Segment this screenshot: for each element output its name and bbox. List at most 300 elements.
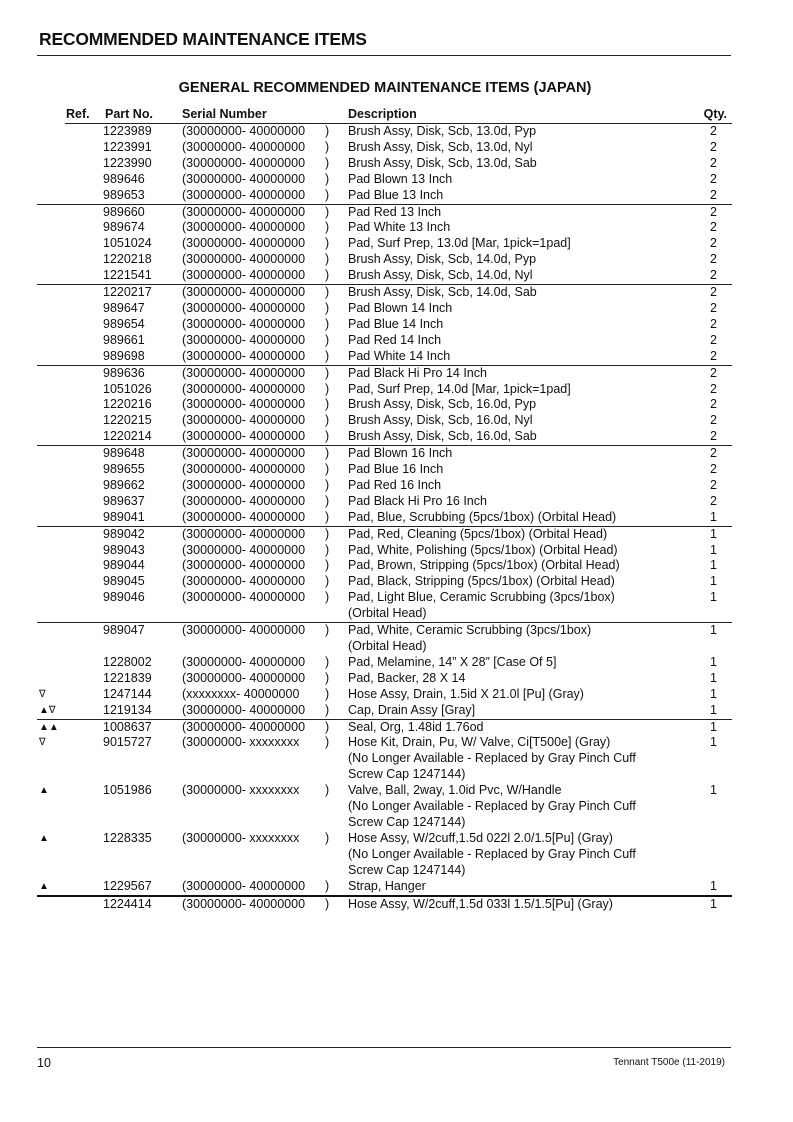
- serial-number: (30000000- 40000000: [182, 446, 306, 461]
- serial-number: (30000000- 40000000: [182, 139, 306, 154]
- description-line: Pad Blown 13 Inch: [348, 171, 453, 186]
- col-header-ref: Ref.: [66, 107, 90, 121]
- serial-close: ): [325, 896, 330, 911]
- description-line: Hose Assy, Drain, 1.5id X 21.0l [Pu] (Gray): [348, 686, 584, 701]
- description: [348, 574, 678, 590]
- serial-number: (xxxxxxxx- 40000000: [182, 686, 300, 701]
- serial-number: (30000000- xxxxxxxx: [182, 830, 300, 845]
- description-line: Pad Black Hi Pro 16 Inch: [348, 493, 487, 508]
- serial-number: (30000000- 40000000: [182, 397, 306, 412]
- description: [348, 172, 678, 188]
- part-number: 1220214: [103, 429, 152, 444]
- description-line: Hose Assy, W/2cuff,1.5d 022l 2.0/1.5[Pu] (Gray): [348, 830, 613, 845]
- part-number: 989698: [103, 348, 145, 363]
- description: [348, 897, 678, 913]
- serial-close: ): [325, 316, 330, 331]
- description: [348, 446, 678, 462]
- part-number: 989646: [103, 171, 145, 186]
- serial-close: ): [325, 719, 330, 734]
- table-row: [37, 333, 732, 349]
- quantity: 2: [710, 348, 717, 363]
- ref-symbol: ▲▲: [39, 721, 59, 733]
- table-row: [37, 558, 732, 574]
- description: [348, 268, 678, 284]
- table-row: [37, 510, 732, 526]
- col-header-serial: Serial Number: [182, 107, 267, 121]
- part-number: 1221541: [103, 268, 152, 283]
- serial-number: (30000000- 40000000: [182, 878, 306, 893]
- quantity: 1: [710, 509, 717, 524]
- description-line: Pad, Backer, 28 X 14: [348, 670, 466, 685]
- serial-number: (30000000- 40000000: [182, 220, 306, 235]
- description-line: (Orbital Head): [348, 606, 427, 621]
- table-row: [37, 462, 732, 478]
- table-row: [37, 317, 732, 333]
- row-group: [37, 623, 732, 719]
- quantity: 2: [710, 397, 717, 412]
- quantity: 2: [710, 332, 717, 347]
- description-line: Pad Blown 16 Inch: [348, 446, 453, 461]
- row-group: [37, 527, 732, 623]
- description: [348, 590, 678, 622]
- description-line: Cap, Drain Assy [Gray]: [348, 702, 476, 717]
- serial-number: (30000000- 40000000: [182, 348, 306, 363]
- table-row: [37, 671, 732, 687]
- serial-close: ): [325, 783, 330, 798]
- serial-close: ): [325, 830, 330, 845]
- description: [348, 205, 678, 221]
- table-row: [37, 446, 732, 462]
- serial-number: (30000000- 40000000: [182, 493, 306, 508]
- description-line: Pad Red 16 Inch: [348, 477, 442, 492]
- quantity: 2: [710, 171, 717, 186]
- quantity: 2: [710, 139, 717, 154]
- col-header-qty: Qty.: [703, 107, 727, 121]
- row-group: [37, 446, 732, 527]
- part-number: 989661: [103, 332, 145, 347]
- description-line: Pad, Light Blue, Ceramic Scrubbing (3pcs/1box): [348, 590, 615, 605]
- serial-number: (30000000- 40000000: [182, 381, 306, 396]
- serial-number: (30000000- 40000000: [182, 719, 306, 734]
- serial-close: ): [325, 670, 330, 685]
- table-row: [37, 527, 732, 543]
- description: [348, 156, 678, 172]
- quantity: 2: [710, 300, 717, 315]
- description-line: Pad, Melamine, 14” X 28” [Case Of 5]: [348, 654, 557, 669]
- description: [348, 655, 678, 671]
- part-number: 989637: [103, 493, 145, 508]
- quantity: 1: [710, 574, 717, 589]
- page-number: 10: [37, 1056, 51, 1070]
- quantity: 1: [710, 623, 717, 638]
- part-number: 1220216: [103, 397, 152, 412]
- table-row: [37, 156, 732, 172]
- table-row: [37, 220, 732, 236]
- serial-number: (30000000- 40000000: [182, 204, 306, 219]
- table-row: [37, 429, 732, 445]
- parts-table: [37, 124, 732, 912]
- row-group: [37, 124, 732, 205]
- serial-close: ): [325, 236, 330, 251]
- row-group: [37, 285, 732, 366]
- serial-number: (30000000- 40000000: [182, 316, 306, 331]
- description-line: (No Longer Available - Replaced by Gray Pinch Cuff: [348, 846, 636, 861]
- table-row: [37, 413, 732, 429]
- table-row: [37, 268, 732, 284]
- serial-number: (30000000- 40000000: [182, 526, 306, 541]
- part-number: 1223990: [103, 155, 152, 170]
- ref-symbol: ▲: [39, 785, 49, 797]
- description: [348, 333, 678, 349]
- part-number: 989662: [103, 477, 145, 492]
- description-line: Pad Blue 13 Inch: [348, 187, 444, 202]
- quantity: 1: [710, 654, 717, 669]
- part-number: 989647: [103, 300, 145, 315]
- table-row: [37, 366, 732, 382]
- description: [348, 429, 678, 445]
- quantity: 2: [710, 381, 717, 396]
- part-number: 1221839: [103, 670, 152, 685]
- serial-close: ): [325, 574, 330, 589]
- col-header-part: Part No.: [105, 107, 153, 121]
- quantity: 1: [710, 783, 717, 798]
- serial-number: (30000000- 40000000: [182, 558, 306, 573]
- serial-close: ): [325, 139, 330, 154]
- table-row: [37, 879, 732, 895]
- serial-close: ): [325, 590, 330, 605]
- serial-close: ): [325, 365, 330, 380]
- part-number: 1224414: [103, 896, 152, 911]
- description: [348, 494, 678, 510]
- description: [348, 366, 678, 382]
- serial-close: ): [325, 413, 330, 428]
- quantity: 2: [710, 268, 717, 283]
- serial-close: ): [325, 735, 330, 750]
- description-line: Pad Blown 14 Inch: [348, 300, 453, 315]
- part-number: 1008637: [103, 719, 152, 734]
- table-row: [37, 783, 732, 831]
- description-line: Brush Assy, Disk, Scb, 16.0d, Nyl: [348, 413, 533, 428]
- serial-number: (30000000- 40000000: [182, 574, 306, 589]
- description: [348, 252, 678, 268]
- serial-number: (30000000- 40000000: [182, 654, 306, 669]
- part-number: 1223991: [103, 139, 152, 154]
- part-number: 989648: [103, 446, 145, 461]
- quantity: 1: [710, 878, 717, 893]
- part-number: 1228335: [103, 830, 152, 845]
- description-line: Pad, Blue, Scrubbing (5pcs/1box) (Orbital Head): [348, 509, 617, 524]
- description: [348, 462, 678, 478]
- description-line: Pad, Black, Stripping (5pcs/1box) (Orbital Head): [348, 574, 615, 589]
- part-number: 1228002: [103, 654, 152, 669]
- description-line: Hose Assy, W/2cuff,1.5d 033l 1.5/1.5[Pu] (Gray): [348, 896, 613, 911]
- part-number: 989660: [103, 204, 145, 219]
- serial-close: ): [325, 171, 330, 186]
- table-row: [37, 382, 732, 398]
- serial-close: ): [325, 542, 330, 557]
- quantity: 1: [710, 558, 717, 573]
- description: [348, 720, 678, 736]
- serial-number: (30000000- 40000000: [182, 429, 306, 444]
- description-line: Pad Black Hi Pro 14 Inch: [348, 365, 487, 380]
- description: [348, 301, 678, 317]
- serial-number: (30000000- 40000000: [182, 413, 306, 428]
- quantity: 1: [710, 719, 717, 734]
- table-row: [37, 236, 732, 252]
- description: [348, 735, 678, 783]
- ref-symbol: ▲∇: [39, 704, 56, 716]
- part-number: 989045: [103, 574, 145, 589]
- serial-close: ): [325, 397, 330, 412]
- description-line: Brush Assy, Disk, Scb, 14.0d, Pyp: [348, 252, 537, 267]
- table-row: [37, 494, 732, 510]
- part-number: 989041: [103, 509, 145, 524]
- description: [348, 317, 678, 333]
- table-row: [37, 590, 732, 622]
- table-row: [37, 687, 732, 703]
- table-row: [37, 397, 732, 413]
- description: [348, 703, 678, 719]
- description-line: Screw Cap 1247144): [348, 767, 466, 782]
- serial-number: (30000000- 40000000: [182, 332, 306, 347]
- quantity: 2: [710, 477, 717, 492]
- footer-divider: [37, 1047, 731, 1048]
- quantity: 1: [710, 686, 717, 701]
- ref-symbol: ▲: [39, 832, 49, 844]
- quantity: 1: [710, 526, 717, 541]
- part-number: 989655: [103, 462, 145, 477]
- table-row: [37, 124, 732, 140]
- quantity: 2: [710, 413, 717, 428]
- part-number: 989674: [103, 220, 145, 235]
- part-number: 1229567: [103, 878, 152, 893]
- description-line: Brush Assy, Disk, Scb, 13.0d, Sab: [348, 155, 537, 170]
- part-number: 1220217: [103, 285, 152, 300]
- description-line: Brush Assy, Disk, Scb, 16.0d, Pyp: [348, 397, 537, 412]
- part-number: 1051024: [103, 236, 152, 251]
- serial-close: ): [325, 558, 330, 573]
- title-divider: [37, 55, 731, 56]
- serial-number: (30000000- 40000000: [182, 155, 306, 170]
- serial-close: ): [325, 526, 330, 541]
- description: [348, 879, 678, 895]
- description: [348, 687, 678, 703]
- description: [348, 527, 678, 543]
- part-number: 989654: [103, 316, 145, 331]
- serial-close: ): [325, 124, 330, 138]
- description: [348, 382, 678, 398]
- part-number: 1220218: [103, 252, 152, 267]
- table-row: [37, 655, 732, 671]
- serial-close: ): [325, 155, 330, 170]
- quantity: 2: [710, 187, 717, 202]
- description: [348, 285, 678, 301]
- table-row: [37, 301, 732, 317]
- document-id: Tennant T500e (11-2019): [613, 1057, 725, 1068]
- serial-number: (30000000- 40000000: [182, 285, 306, 300]
- description: [348, 510, 678, 526]
- serial-close: ): [325, 252, 330, 267]
- serial-close: ): [325, 446, 330, 461]
- quantity: 1: [710, 702, 717, 717]
- description: [348, 413, 678, 429]
- description-line: Brush Assy, Disk, Scb, 14.0d, Nyl: [348, 268, 533, 283]
- serial-number: (30000000- 40000000: [182, 252, 306, 267]
- description: [348, 188, 678, 204]
- ref-symbol: ∇: [39, 688, 46, 700]
- serial-number: (30000000- 40000000: [182, 187, 306, 202]
- description: [348, 478, 678, 494]
- serial-close: ): [325, 300, 330, 315]
- quantity: 2: [710, 316, 717, 331]
- description-line: Screw Cap 1247144): [348, 814, 466, 829]
- quantity: 1: [710, 670, 717, 685]
- serial-close: ): [325, 493, 330, 508]
- part-number: 989042: [103, 526, 145, 541]
- description: [348, 220, 678, 236]
- description: [348, 558, 678, 574]
- quantity: 2: [710, 429, 717, 444]
- description-line: Pad, Brown, Stripping (5pcs/1box) (Orbital Head): [348, 558, 620, 573]
- quantity: 1: [710, 542, 717, 557]
- part-number: 989636: [103, 365, 145, 380]
- description: [348, 783, 678, 831]
- part-number: 989653: [103, 187, 145, 202]
- description-line: (Orbital Head): [348, 639, 427, 653]
- description: [348, 236, 678, 252]
- part-number: 1223989: [103, 124, 152, 138]
- quantity: 2: [710, 155, 717, 170]
- part-number: 989044: [103, 558, 145, 573]
- description-line: Valve, Ball, 2way, 1.0id Pvc, W/Handle: [348, 783, 562, 798]
- table-row: [37, 720, 732, 736]
- part-number: 989047: [103, 623, 145, 638]
- serial-close: ): [325, 220, 330, 235]
- quantity: 2: [710, 252, 717, 267]
- row-group: [37, 897, 732, 913]
- table-row: [37, 574, 732, 590]
- serial-number: (30000000- 40000000: [182, 300, 306, 315]
- table-row: [37, 623, 732, 655]
- table-row: [37, 543, 732, 559]
- quantity: 2: [710, 204, 717, 219]
- description-line: Pad Red 13 Inch: [348, 204, 442, 219]
- quantity: 2: [710, 285, 717, 300]
- description: [348, 397, 678, 413]
- serial-number: (30000000- 40000000: [182, 590, 306, 605]
- serial-close: ): [325, 268, 330, 283]
- table-row: [37, 735, 732, 783]
- description-line: Pad Blue 14 Inch: [348, 316, 444, 331]
- part-number: 1051026: [103, 381, 152, 396]
- section-title: GENERAL RECOMMENDED MAINTENANCE ITEMS (JAPAN): [178, 80, 592, 96]
- serial-number: (30000000- 40000000: [182, 236, 306, 251]
- description: [348, 623, 678, 655]
- description: [348, 543, 678, 559]
- serial-close: ): [325, 187, 330, 202]
- serial-number: (30000000- 40000000: [182, 268, 306, 283]
- description-line: Pad, Surf Prep, 13.0d [Mar, 1pick=1pad]: [348, 236, 571, 251]
- quantity: 2: [710, 446, 717, 461]
- table-row: [37, 188, 732, 204]
- serial-close: ): [325, 654, 330, 669]
- table-row: [37, 349, 732, 365]
- serial-number: (30000000- 40000000: [182, 670, 306, 685]
- description-line: Pad Red 14 Inch: [348, 332, 442, 347]
- row-group: [37, 205, 732, 286]
- description-line: Brush Assy, Disk, Scb, 13.0d, Pyp: [348, 124, 537, 138]
- part-number: 1219134: [103, 702, 152, 717]
- serial-close: ): [325, 429, 330, 444]
- serial-number: (30000000- 40000000: [182, 542, 306, 557]
- serial-close: ): [325, 462, 330, 477]
- serial-close: ): [325, 686, 330, 701]
- table-row: [37, 897, 732, 913]
- quantity: 2: [710, 124, 717, 138]
- ref-symbol: ▲: [39, 880, 49, 892]
- serial-number: (30000000- 40000000: [182, 896, 306, 911]
- serial-number: (30000000- 40000000: [182, 171, 306, 186]
- serial-number: (30000000- 40000000: [182, 124, 306, 138]
- description-line: Pad, White, Ceramic Scrubbing (3pcs/1box): [348, 623, 592, 638]
- page-title: RECOMMENDED MAINTENANCE ITEMS: [39, 29, 367, 49]
- part-number: 989043: [103, 542, 145, 557]
- table-row: [37, 205, 732, 221]
- serial-number: (30000000- 40000000: [182, 365, 306, 380]
- quantity: 2: [710, 365, 717, 380]
- serial-close: ): [325, 623, 330, 638]
- table-row: [37, 831, 732, 879]
- description-line: Strap, Hanger: [348, 878, 426, 893]
- table-row: [37, 703, 732, 719]
- serial-close: ): [325, 509, 330, 524]
- ref-symbol: ∇: [39, 737, 46, 749]
- serial-close: ): [325, 702, 330, 717]
- description-line: Pad White 14 Inch: [348, 348, 451, 363]
- quantity: 2: [710, 220, 717, 235]
- quantity: 2: [710, 462, 717, 477]
- serial-close: ): [325, 285, 330, 300]
- description-line: Pad, Surf Prep, 14.0d [Mar, 1pick=1pad]: [348, 381, 571, 396]
- description-line: (No Longer Available - Replaced by Gray Pinch Cuff: [348, 799, 636, 814]
- serial-number: (30000000- 40000000: [182, 702, 306, 717]
- description: [348, 124, 678, 140]
- row-group: [37, 720, 732, 897]
- description-line: Brush Assy, Disk, Scb, 14.0d, Sab: [348, 285, 537, 300]
- serial-close: ): [325, 348, 330, 363]
- description-line: Hose Kit, Drain, Pu, W/ Valve, Ci[T500e] (Gray): [348, 735, 611, 750]
- quantity: 2: [710, 236, 717, 251]
- serial-number: (30000000- 40000000: [182, 462, 306, 477]
- description-line: Pad, Red, Cleaning (5pcs/1box) (Orbital Head): [348, 526, 608, 541]
- serial-number: (30000000- 40000000: [182, 623, 306, 638]
- serial-close: ): [325, 878, 330, 893]
- serial-number: (30000000- xxxxxxxx: [182, 735, 300, 750]
- quantity: 1: [710, 896, 717, 911]
- serial-close: ): [325, 332, 330, 347]
- quantity: 1: [710, 590, 717, 605]
- description: [348, 831, 678, 879]
- table-row: [37, 140, 732, 156]
- quantity: 2: [710, 493, 717, 508]
- part-number: 989046: [103, 590, 145, 605]
- table-row: [37, 252, 732, 268]
- table-row: [37, 285, 732, 301]
- serial-number: (30000000- 40000000: [182, 477, 306, 492]
- description-line: Pad Blue 16 Inch: [348, 462, 444, 477]
- serial-close: ): [325, 204, 330, 219]
- description-line: Pad, White, Polishing (5pcs/1box) (Orbital Head): [348, 542, 618, 557]
